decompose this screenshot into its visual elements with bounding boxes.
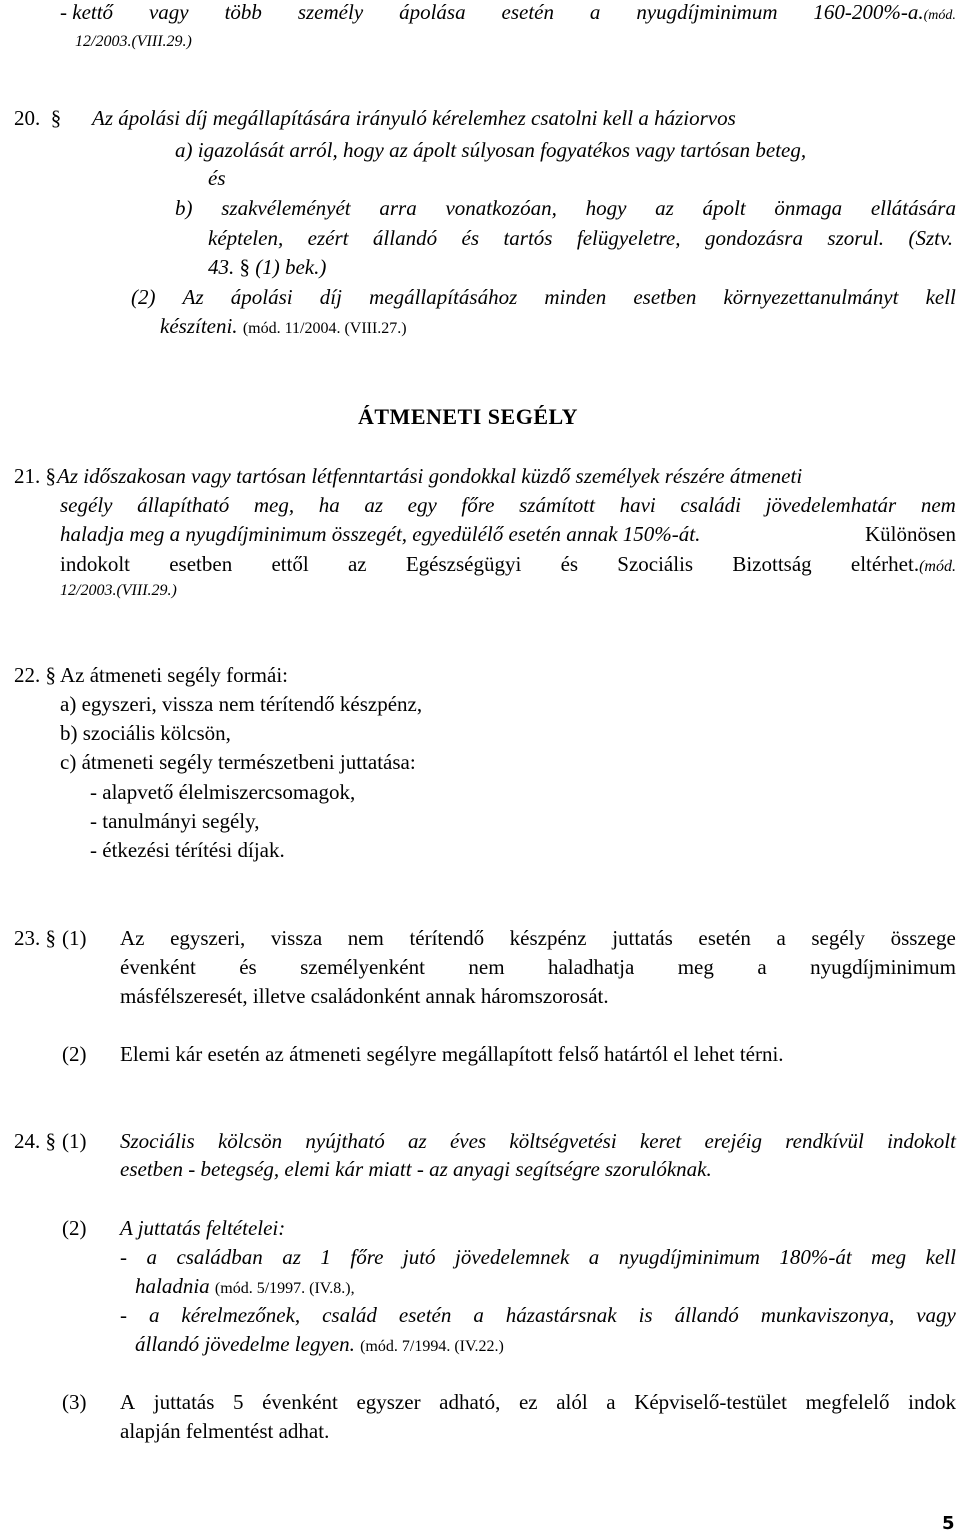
paragraph-number: (2): [62, 1042, 87, 1066]
paragraph: esetben - betegség, elemi kár miatt - az anyagi segítségre szorulóknak.: [120, 1157, 712, 1181]
paragraph: Az egyszeri, vissza nem térítendő készpénz juttatás esetén a segély összege: [120, 926, 956, 950]
paragraph: készíteni. (mód. 11/2004. (VIII.27.): [160, 314, 407, 338]
section-21-text: segély állapítható meg, ha az egy főre számított havi családi jövedelemhatár nem: [60, 493, 956, 517]
list-item: - a családban az 1 főre jutó jövedelemnek a nyugdíjminimum 180%-át meg kell: [120, 1245, 956, 1269]
section-21-text: Az időszakosan vagy tartósan létfenntartási gondokkal küzdő személyek részére átmeneti: [57, 464, 803, 488]
paragraph: Elemi kár esetén az átmeneti segélyre megállapított felső határtól el lehet térni.: [120, 1042, 784, 1066]
amendment-note: 12/2003.(VIII.29.): [60, 582, 177, 599]
list-item: a) igazolását arról, hogy az ápolt súlyosan fogyatékos vagy tartósan beteg,: [175, 138, 807, 162]
section-number: 24. §: [14, 1129, 56, 1153]
paragraph-number: (1): [62, 1129, 87, 1153]
section-number: 20. §: [14, 106, 62, 130]
section-sign: §: [45, 926, 56, 950]
section-sign: §: [45, 663, 56, 687]
amendment-note: (mód. 11/2004. (VIII.27.): [242, 320, 407, 337]
list-item: állandó jövedelme legyen. (mód. 7/1994. (IV.22.): [135, 1332, 504, 1356]
section-22-title: Az átmeneti segély formái:: [60, 663, 288, 687]
section-sign: §: [45, 1129, 56, 1153]
list-item: - étkezési térítési díjak.: [90, 838, 285, 862]
paragraph: A juttatás 5 évenként egyszer adható, ez alól a Képviselő-testület megfelelő indok: [120, 1390, 956, 1414]
list-item: - a kérelmezőnek, család esetén a házastársnak is állandó munkaviszonya, vagy: [120, 1303, 956, 1327]
page-number: 5: [942, 1513, 955, 1534]
paragraph-number: (3): [62, 1390, 87, 1414]
amendment-note: (mód.: [923, 8, 956, 23]
list-item: - tanulmányi segély,: [90, 809, 260, 833]
list-item: b) szakvéleményét arra vonatkozóan, hogy az ápolt önmaga ellátására: [175, 196, 956, 220]
list-item: 43. § (1) bek.): [208, 255, 327, 279]
section-21-text: haladja meg a nyugdíjminimum összegét, egyedülélő esetén annak 150%-át. Különösen: [60, 522, 956, 546]
section-number: 23. §: [14, 926, 56, 950]
section-sign: §: [239, 255, 250, 279]
section-21-text: indokolt esetben ettől az Egészségügyi és Szociális Bizottság eltérhet.(mód.: [60, 552, 956, 576]
list-item: c) átmeneti segély természetbeni juttatása:: [60, 750, 416, 774]
list-item: b) szociális kölcsön,: [60, 721, 231, 745]
paragraph: évenként és személyenként nem haladhatja meg a nyugdíjminimum: [120, 955, 956, 979]
section-number: 22. §: [14, 663, 56, 687]
section-heading: ÁTMENETI SEGÉLY: [358, 404, 579, 429]
continuation-line: - kettő vagy több személy ápolása esetén a nyugdíjminimum 160-200%-a.(mód.: [60, 0, 956, 24]
section-20-intro: Az ápolási díj megállapítására irányuló kérelemhez csatolni kell a háziorvos: [92, 106, 736, 130]
paragraph: (2) Az ápolási díj megállapításához minden esetben környezettanulmányt kell: [131, 285, 956, 309]
list-item: a) egyszeri, vissza nem térítendő készpénz,: [60, 692, 423, 716]
section-sign: §: [45, 464, 56, 488]
amendment-note: (mód. 5/1997. (IV.8.),: [214, 1280, 355, 1297]
amendment-note: 12/2003.(VIII.29.): [75, 33, 192, 50]
list-item: és: [208, 166, 226, 190]
paragraph: Szociális kölcsön nyújtható az éves költségvetési keret erejéig rendkívül indokolt: [120, 1129, 956, 1153]
paragraph-number: (2): [62, 1216, 87, 1240]
list-item: képtelen, ezért állandó és tartós felügyeletre, gondozásra szorul. (Sztv.: [208, 226, 953, 250]
amendment-note: (mód. 7/1994. (IV.22.): [360, 1338, 504, 1355]
section-number: 21. §: [14, 464, 56, 488]
section-sign: §: [50, 106, 62, 130]
list-item: - alapvető élelmiszercsomagok,: [90, 780, 356, 804]
paragraph-number: (1): [62, 926, 87, 950]
list-item: haladnia (mód. 5/1997. (IV.8.),: [135, 1274, 355, 1298]
paragraph: alapján felmentést adhat.: [120, 1419, 330, 1443]
amendment-note: (mód.: [919, 558, 956, 575]
paragraph: A juttatás feltételei:: [120, 1216, 286, 1240]
paragraph: másfélszeresét, illetve családonként annak háromszorosát.: [120, 984, 609, 1008]
